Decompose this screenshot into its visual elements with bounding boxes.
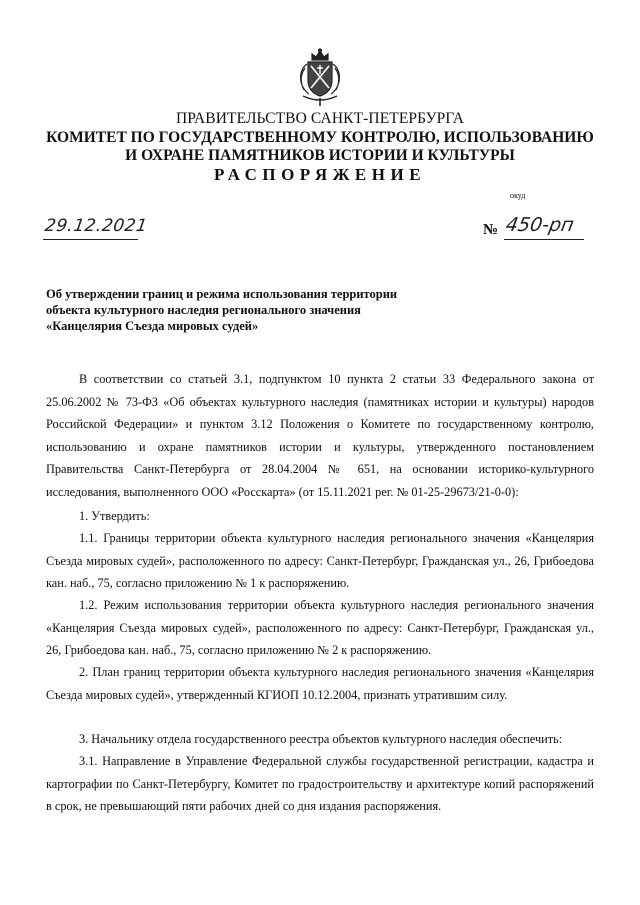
number-sign: № bbox=[483, 222, 499, 238]
date-underline bbox=[43, 239, 138, 240]
number-underline bbox=[504, 239, 584, 240]
paragraph-3-1: 3.1. Направление в Управление Федеральной службы государственной регистрации, кадастра и картографии по Санкт-Петербургу, Комитет по градостроительству и архитектуре копий распоряжений в срок, не превышающий пяти рабочих дней со дня издания распоряжения. bbox=[46, 754, 594, 813]
document-type-title: РАСПОРЯЖЕНИЕ bbox=[213, 165, 427, 184]
paragraph-preamble: В соответствии со статьей 3.1, подпунктом 10 пункта 2 статьи 33 Федерального закона от 25.06.2002 № 73-ФЗ «Об объектах культурного наследия (памятниках истории и культуры) народов Российской Федерации» и пунктом 3.12 Положения о Комитете по государственному контролю, использованию и охране памятников истории и культуры, утвержденного постановлением Правительства Санкт-Петербурга от 28.04.2004 № 651, на основании историко-культурного исследования, выполненного ООО «Росскарта» (от 15.11.2021 рег. № 01-25-29673/21-0-0): bbox=[46, 372, 594, 499]
committee-name-line2: И ОХРАНЕ ПАМЯТНИКОВ ИСТОРИИ И КУЛЬТУРЫ bbox=[125, 147, 515, 164]
government-name: ПРАВИТЕЛЬСТВО САНКТ-ПЕТЕРБУРГА bbox=[175, 110, 465, 127]
subject-line: Об утверждении границ и режима использования территории bbox=[46, 287, 398, 301]
paragraph-1-2: 1.2. Режим использования территории объекта культурного наследия регионального значения «Канцелярия Съезда мировых судей», расположенного по адресу: Санкт-Петербург, Гражданская ул., 26, Грибоедова кан. наб., 75, согласно приложению № 2 к распоряжению. bbox=[46, 598, 594, 657]
committee-name-line1: КОМИТЕТ ПО ГОСУДАРСТВЕННОМУ КОНТРОЛЮ, ИСПОЛЬЗОВАНИЮ bbox=[46, 129, 594, 146]
document-number: 450-рп bbox=[504, 214, 576, 236]
paragraph-3: 3. Начальнику отдела государственного реестра объектов культурного наследия обеспечить: bbox=[79, 732, 563, 746]
document-subject bbox=[46, 286, 466, 334]
subject-line: «Канцелярия Съезда мировых судей» bbox=[46, 319, 259, 333]
subject-line: объекта культурного наследия регионального значения bbox=[46, 303, 361, 317]
okud-label: окуд bbox=[510, 191, 526, 200]
document-date: 29.12.2021 bbox=[43, 216, 149, 236]
paragraph-2: 2. План границ территории объекта культурного наследия регионального значения «Канцелярия Съезда мировых судей», утвержденный КГИОП 10.12.2004, признать утратившим силу. bbox=[46, 665, 594, 702]
paragraph-1: 1. Утвердить: bbox=[79, 509, 150, 523]
coat-of-arms-icon bbox=[295, 48, 345, 108]
paragraph-1-1: 1.1. Границы территории объекта культурного наследия регионального значения «Канцелярия Съезда мировых судей», расположенного по адресу: Санкт-Петербург, Гражданская ул., 26, Грибоедова кан. наб., 75, согласно приложению № 1 к распоряжению. bbox=[46, 531, 594, 590]
